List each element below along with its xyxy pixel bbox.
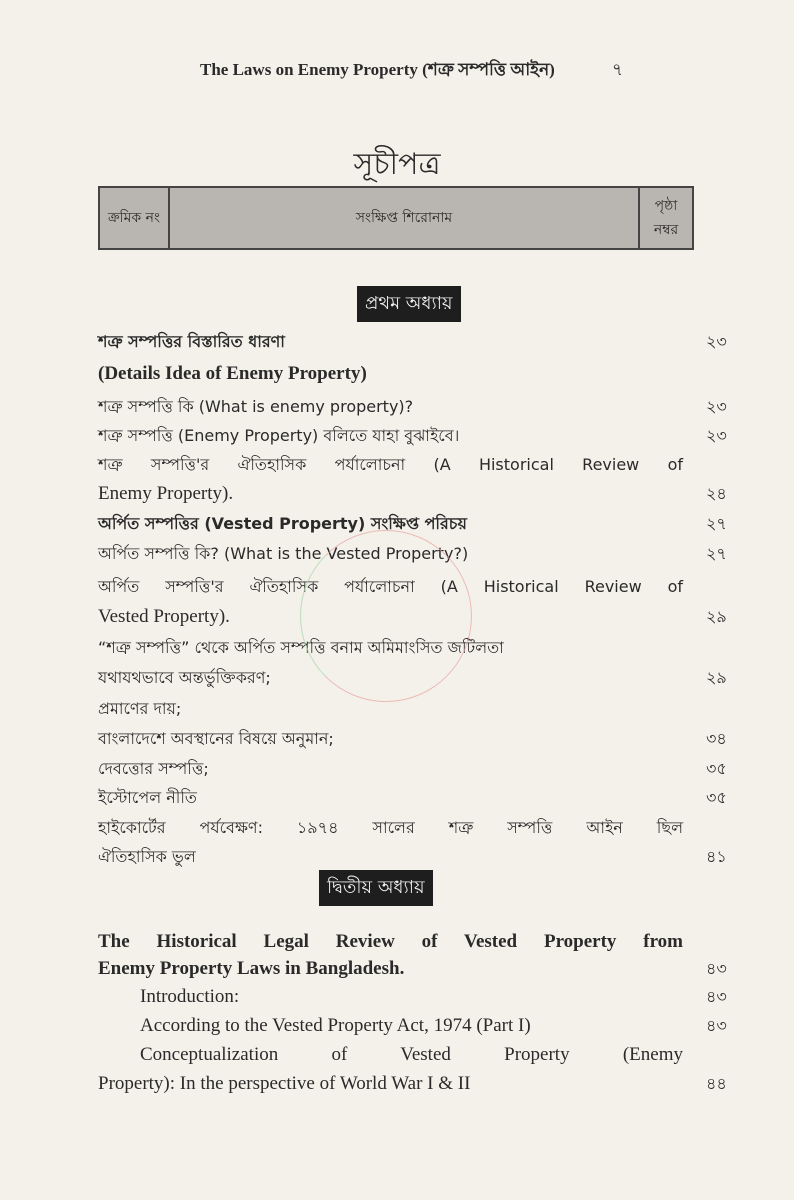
toc-entry: (Details Idea of Enemy Property) (98, 363, 367, 384)
page-number: ৭ (612, 60, 624, 79)
toc-entry: শত্রু সম্পত্তির বিস্তারিত ধারণা (98, 332, 285, 351)
toc-entry: Conceptualization of Vested Property (Enemy (140, 1044, 683, 1065)
toc-entry: হাইকোর্টের পর্যবেক্ষণ: ১৯৭৪ সালের শত্রু সম্পত্তি আইন ছিল (98, 818, 683, 837)
toc-page-number: ৩৫ (706, 759, 727, 778)
toc-entry: ইস্টোপেল নীতি (98, 788, 197, 807)
toc-page-number: ৪৩ (706, 987, 727, 1006)
toc-page-number: ৪৪ (706, 1074, 727, 1093)
toc-page-number: ৪৩ (706, 1016, 727, 1035)
chapter-2-label: দ্বিতীয় অধ্যায় (319, 870, 433, 906)
toc-entry: The Historical Legal Review of Vested Property from (98, 931, 683, 952)
toc-entry: Enemy Property). (98, 483, 234, 504)
toc-page-number: ২৩ (706, 332, 727, 351)
toc-page-number: ২৯ (706, 607, 727, 626)
col-title: সংক্ষিপ্ত শিরোনাম (169, 187, 639, 249)
toc-entry: Enemy Property Laws in Bangladesh. (98, 958, 405, 979)
toc-page-number: ৩৫ (706, 788, 727, 807)
toc-page-number: ২৪ (706, 484, 727, 503)
toc-page-number: ৪১ (706, 847, 727, 866)
toc-title: সূচীপত্র (353, 147, 441, 182)
toc-entry: অর্পিত সম্পত্তি কি? (What is the Vested Property?) (98, 544, 469, 563)
toc-entry: শত্রু সম্পত্তি কি (What is enemy property)? (98, 397, 414, 416)
col-serial: ক্রমিক নং (99, 187, 169, 249)
toc-entry: বাংলাদেশে অবস্থানের বিষয়ে অনুমান; (98, 729, 334, 748)
toc-entry: দেবত্তোর সম্পত্তি; (98, 759, 209, 778)
toc-page-number: ৪৩ (706, 959, 727, 978)
col-page: পৃষ্ঠা নম্বর (639, 187, 693, 249)
toc-page-number: ২৩ (706, 426, 727, 445)
toc-table-header (98, 186, 694, 250)
toc-entry: যথাযথভাবে অন্তর্ভুক্তিকরণ; (98, 668, 271, 687)
toc-entry: শত্রু সম্পত্তি (Enemy Property) বলিতে যাহা বুঝাইবে। (98, 426, 460, 445)
toc-entry: Introduction: (140, 986, 240, 1007)
running-title: The Laws on Enemy Property (শত্রু সম্পত্তি আইন) (200, 60, 555, 79)
toc-page-number: ২৯ (706, 668, 727, 687)
toc-page-number: ২৭ (706, 514, 727, 533)
toc-entry: ঐতিহাসিক ভুল (98, 847, 196, 866)
toc-page-number: ২৩ (706, 397, 727, 416)
toc-entry: “শত্রু সম্পত্তি” থেকে অর্পিত সম্পত্তি বনাম অমিমাংসিত জটিলতা (98, 638, 504, 657)
chapter-1-label: প্রথম অধ্যায় (357, 286, 461, 322)
toc-entry: Property): In the perspective of World War I & II (98, 1073, 471, 1094)
toc-entry: শত্রু সম্পত্তি'র ঐতিহাসিক পর্যালোচনা (A Historical Review of (98, 455, 683, 474)
toc-entry: অর্পিত সম্পত্তি'র ঐতিহাসিক পর্যালোচনা (A Historical Review of (98, 577, 683, 596)
toc-entry: According to the Vested Property Act, 1974 (Part I) (140, 1015, 531, 1036)
toc-page-number: ৩৪ (706, 729, 727, 748)
toc-entry: অর্পিত সম্পত্তির (Vested Property) সংক্ষিপ্ত পরিচয় (98, 514, 467, 533)
toc-entry: Vested Property). (98, 606, 230, 627)
toc-entry: প্রমাণের দায়; (98, 699, 182, 718)
watermark-logo (300, 530, 472, 702)
toc-page-number: ২৭ (706, 544, 727, 563)
